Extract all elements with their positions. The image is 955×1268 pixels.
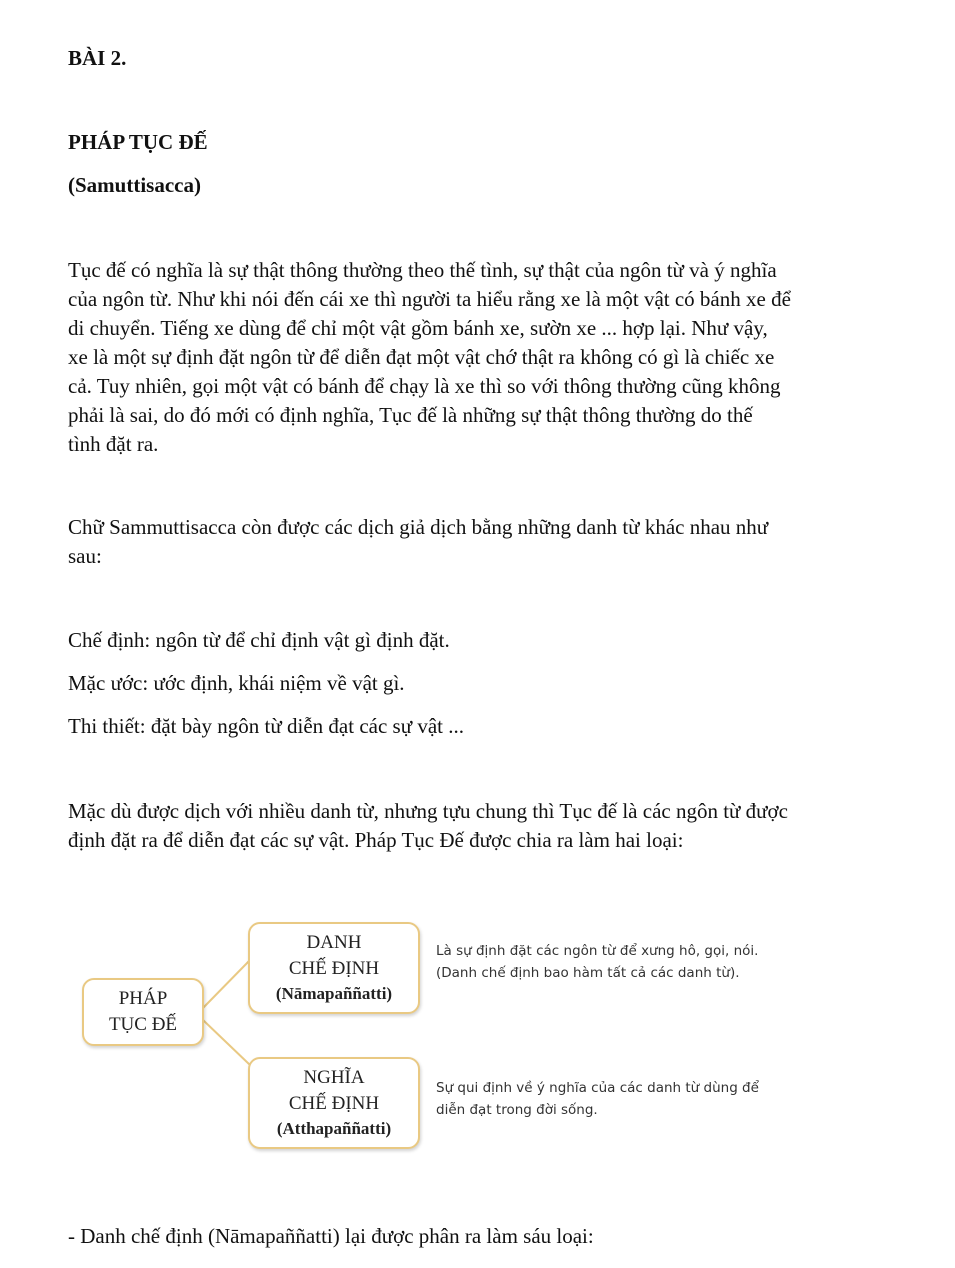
root-label: TỤC ĐẾ — [108, 1014, 178, 1035]
section-subtitle: (Samuttisacca) — [68, 173, 201, 197]
text-line: phải là sai, do đó mới có định nghĩa, Tục đế là những sự thật thông thường do thế — [68, 403, 753, 427]
definition-item: Chế định: ngôn từ để chỉ định vật gì định đặt. — [68, 628, 450, 652]
branch-pali-term: (Nāmapaññatti) — [275, 984, 393, 1003]
lesson-title: BÀI 2. — [68, 46, 127, 70]
classification-diagram — [0, 900, 955, 1160]
branch-box-attha — [248, 1057, 420, 1149]
text-line: định đặt ra để diễn đạt các sự vật. Pháp Tục Đế được chia ra làm hai loại: — [68, 828, 684, 852]
description-line: (Danh chế định bao hàm tất cả các danh từ). — [436, 965, 740, 981]
branch-box-nama — [248, 922, 420, 1014]
description-line: diễn đạt trong đời sống. — [436, 1102, 598, 1118]
branch-description-nama — [436, 940, 758, 984]
branch-title: CHẾ ĐỊNH — [288, 958, 380, 979]
text-line: Tục đế có nghĩa là sự thật thông thường theo thế tình, sự thật của ngôn từ và ý nghĩa — [68, 258, 777, 282]
definition-item: Thi thiết: đặt bày ngôn từ diễn đạt các sự vật ... — [68, 714, 464, 738]
branch-pali-term: (Atthapaññatti) — [276, 1119, 392, 1138]
description-line: Sự qui định về ý nghĩa của các danh từ dùng để — [436, 1080, 759, 1096]
text-line: Mặc dù được dịch với nhiều danh từ, nhưng tựu chung thì Tục đế là các ngôn từ được — [68, 799, 788, 823]
paragraph-definition — [68, 256, 878, 459]
connector-line-top — [203, 960, 250, 1008]
text-line: di chuyển. Tiếng xe dùng để chỉ một vật gồm bánh xe, sườn xe ... hợp lại. Như vậy, — [68, 316, 768, 340]
branch-title: NGHĨA — [303, 1067, 365, 1088]
text-line: Chữ Sammuttisacca còn được các dịch giả dịch bằng những danh từ khác nhau như — [68, 515, 769, 539]
branch-title: CHẾ ĐỊNH — [288, 1093, 380, 1114]
closing-line: - Danh chế định (Nāmapaññatti) lại được phân ra làm sáu loại: — [68, 1224, 594, 1248]
text-line: của ngôn từ. Như khi nói đến cái xe thì người ta hiểu rằng xe là một vật có bánh xe để — [68, 287, 791, 311]
branch-description-attha — [436, 1077, 759, 1121]
text-line: cả. Tuy nhiên, gọi một vật có bánh để chạy là xe thì so với thông thường cũng không — [68, 374, 781, 398]
root-label: PHÁP — [118, 988, 168, 1009]
definition-item: Mặc ước: ước định, khái niệm về vật gì. — [68, 671, 405, 695]
root-box — [82, 978, 204, 1046]
text-line: sau: — [68, 544, 102, 568]
paragraph-translations — [68, 513, 878, 571]
branch-title: DANH — [306, 932, 362, 953]
text-line: tình đặt ra. — [68, 432, 159, 456]
connector-line-bottom — [203, 1020, 250, 1065]
paragraph-summary — [68, 797, 878, 855]
section-title: PHÁP TỤC ĐẾ — [68, 130, 208, 154]
description-line: Là sự định đặt các ngôn từ để xưng hô, gọi, nói. — [436, 943, 759, 959]
text-line: xe là một sự định đặt ngôn từ để diễn đạt một vật chớ thật ra không có gì là chiếc xe — [68, 345, 775, 369]
